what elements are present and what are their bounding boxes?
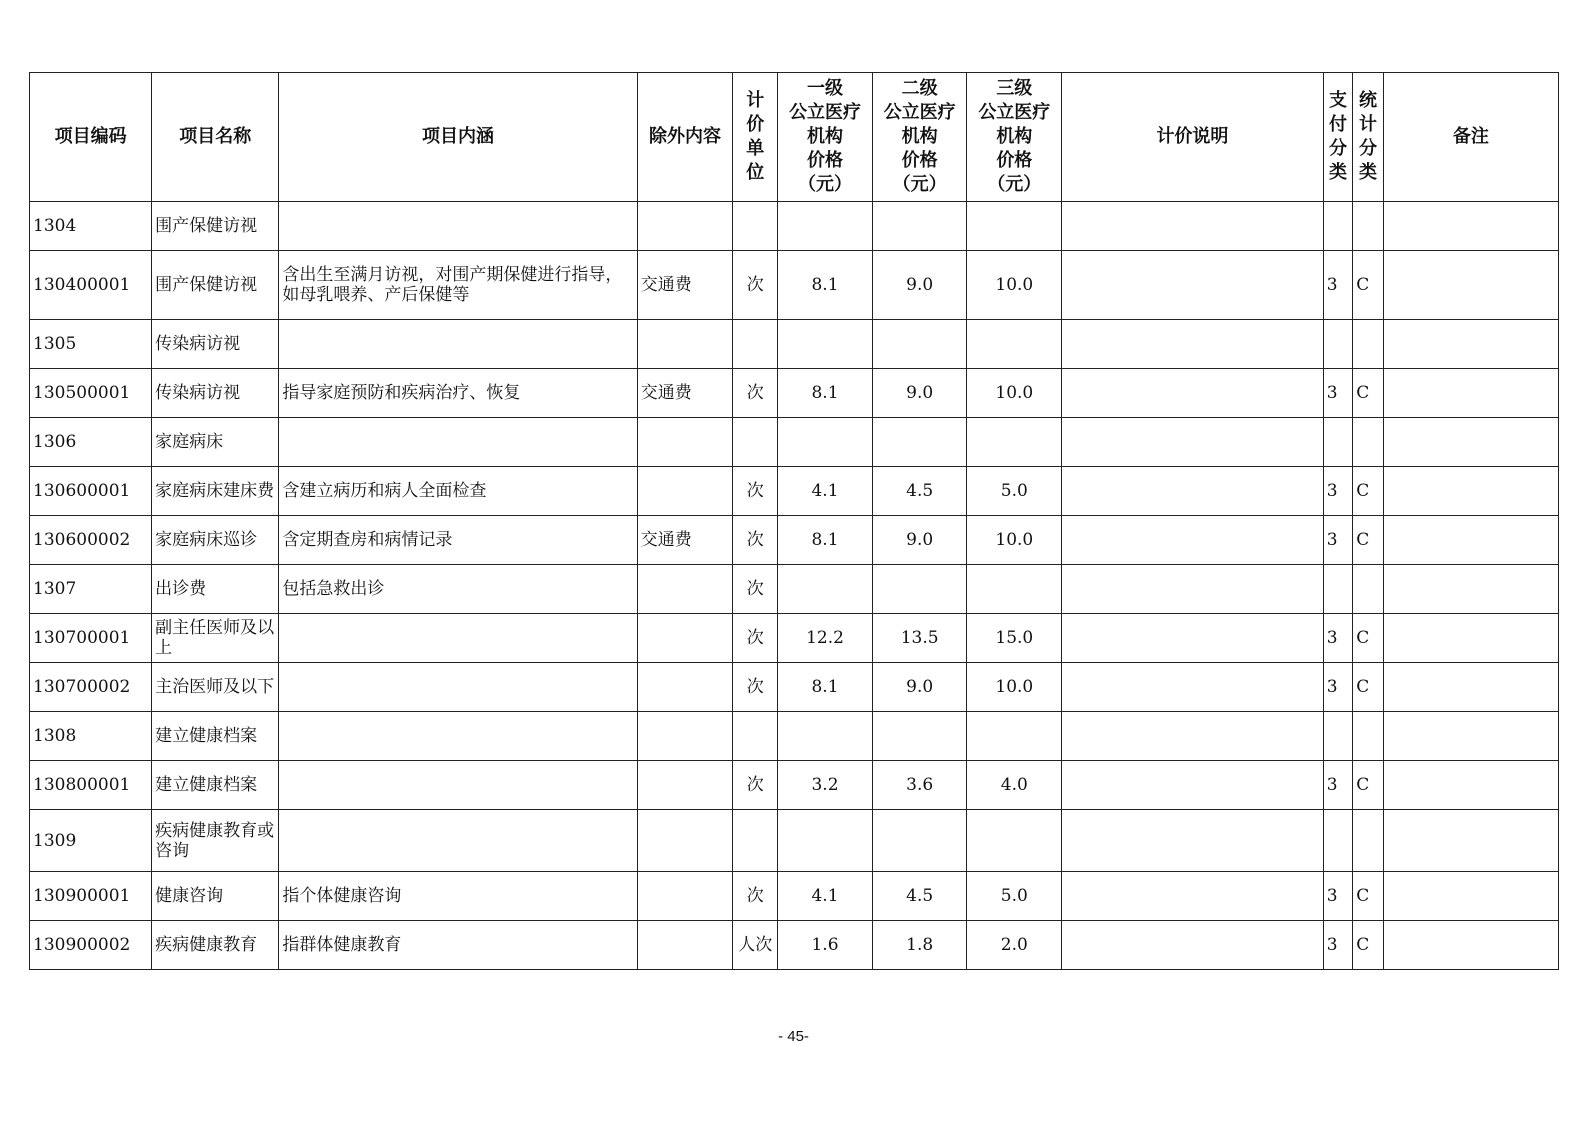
item-content xyxy=(279,320,637,369)
item-remark xyxy=(1383,663,1558,712)
table-row xyxy=(30,921,1559,970)
item-exclusion xyxy=(637,761,733,810)
item-unit xyxy=(733,418,778,467)
payment-class: 3 xyxy=(1323,761,1353,810)
item-exclusion xyxy=(637,320,733,369)
item-remark xyxy=(1383,761,1558,810)
price-level1 xyxy=(778,320,873,369)
item-name: 副主任医师及以上 xyxy=(152,614,279,663)
item-content xyxy=(279,712,637,761)
price-level2: 9.0 xyxy=(872,663,967,712)
item-name: 家庭病床 xyxy=(152,418,279,467)
price-level1: 8.1 xyxy=(778,516,873,565)
item-unit xyxy=(733,320,778,369)
price-level3 xyxy=(967,418,1062,467)
header-price-level1: 一级 公立医疗 机构 价格 （元） xyxy=(778,73,873,202)
item-code: 130800001 xyxy=(30,761,152,810)
item-content: 指个体健康咨询 xyxy=(279,872,637,921)
header-price-level2: 二级 公立医疗 机构 价格 （元） xyxy=(872,73,967,202)
item-name: 围产保健访视 xyxy=(152,202,279,251)
item-code: 130900001 xyxy=(30,872,152,921)
price-level3: 10.0 xyxy=(967,369,1062,418)
item-name: 传染病访视 xyxy=(152,320,279,369)
item-remark xyxy=(1383,467,1558,516)
header-name: 项目名称 xyxy=(152,73,279,202)
item-code: 1307 xyxy=(30,565,152,614)
item-name: 建立健康档案 xyxy=(152,712,279,761)
price-level2: 9.0 xyxy=(872,251,967,320)
pricing-note xyxy=(1062,872,1324,921)
table-row xyxy=(30,614,1559,663)
stat-class: C xyxy=(1353,467,1384,516)
table-row xyxy=(30,467,1559,516)
stat-class: C xyxy=(1353,663,1384,712)
stat-class xyxy=(1353,320,1384,369)
header-stat-class: 统 计 分 类 xyxy=(1353,73,1384,202)
item-remark xyxy=(1383,251,1558,320)
item-content: 含建立病历和病人全面检查 xyxy=(279,467,637,516)
price-level1 xyxy=(778,712,873,761)
table-row xyxy=(30,810,1559,872)
item-exclusion: 交通费 xyxy=(637,251,733,320)
item-unit: 次 xyxy=(733,872,778,921)
item-remark xyxy=(1383,565,1558,614)
item-exclusion: 交通费 xyxy=(637,369,733,418)
pricing-note xyxy=(1062,369,1324,418)
item-exclusion xyxy=(637,663,733,712)
header-exclusion: 除外内容 xyxy=(637,73,733,202)
price-level2 xyxy=(872,810,967,872)
header-pricing-note: 计价说明 xyxy=(1062,73,1324,202)
pricing-note xyxy=(1062,418,1324,467)
item-exclusion xyxy=(637,810,733,872)
pricing-note xyxy=(1062,663,1324,712)
item-code: 1304 xyxy=(30,202,152,251)
stat-class xyxy=(1353,418,1384,467)
payment-class xyxy=(1323,418,1353,467)
price-level2: 4.5 xyxy=(872,872,967,921)
price-level3: 2.0 xyxy=(967,921,1062,970)
item-remark xyxy=(1383,320,1558,369)
item-name: 家庭病床巡诊 xyxy=(152,516,279,565)
item-name: 围产保健访视 xyxy=(152,251,279,320)
price-level1: 1.6 xyxy=(778,921,873,970)
item-remark xyxy=(1383,712,1558,761)
price-level2 xyxy=(872,418,967,467)
item-unit xyxy=(733,712,778,761)
stat-class xyxy=(1353,810,1384,872)
stat-class: C xyxy=(1353,516,1384,565)
price-level3 xyxy=(967,202,1062,251)
price-level3: 10.0 xyxy=(967,516,1062,565)
item-content: 含出生至满月访视，对围产期保健进行指导，如母乳喂养、产后保健等 xyxy=(279,251,637,320)
item-remark xyxy=(1383,614,1558,663)
payment-class: 3 xyxy=(1323,467,1353,516)
table-row xyxy=(30,761,1559,810)
item-unit: 次 xyxy=(733,467,778,516)
pricing-note xyxy=(1062,761,1324,810)
price-level1 xyxy=(778,418,873,467)
item-exclusion xyxy=(637,614,733,663)
table-row xyxy=(30,418,1559,467)
item-remark xyxy=(1383,418,1558,467)
item-content xyxy=(279,202,637,251)
pricing-note xyxy=(1062,712,1324,761)
item-exclusion xyxy=(637,872,733,921)
item-name: 疾病健康教育 xyxy=(152,921,279,970)
item-content: 含定期查房和病情记录 xyxy=(279,516,637,565)
item-unit xyxy=(733,810,778,872)
payment-class xyxy=(1323,202,1353,251)
item-code: 130900002 xyxy=(30,921,152,970)
item-code: 130700002 xyxy=(30,663,152,712)
price-level1: 8.1 xyxy=(778,369,873,418)
item-remark xyxy=(1383,921,1558,970)
item-unit: 次 xyxy=(733,565,778,614)
table-row xyxy=(30,712,1559,761)
item-content: 指导家庭预防和疾病治疗、恢复 xyxy=(279,369,637,418)
item-exclusion xyxy=(637,921,733,970)
pricing-note xyxy=(1062,467,1324,516)
price-level3: 15.0 xyxy=(967,614,1062,663)
header-unit: 计 价 单 位 xyxy=(733,73,778,202)
table-row xyxy=(30,320,1559,369)
item-code: 1309 xyxy=(30,810,152,872)
price-level3 xyxy=(967,712,1062,761)
price-level3: 10.0 xyxy=(967,251,1062,320)
price-level2: 4.5 xyxy=(872,467,967,516)
stat-class xyxy=(1353,565,1384,614)
table-row xyxy=(30,251,1559,320)
stat-class: C xyxy=(1353,761,1384,810)
item-code: 1306 xyxy=(30,418,152,467)
table-row xyxy=(30,516,1559,565)
header-content: 项目内涵 xyxy=(279,73,637,202)
price-level1: 3.2 xyxy=(778,761,873,810)
item-unit: 次 xyxy=(733,369,778,418)
item-name: 建立健康档案 xyxy=(152,761,279,810)
table-row xyxy=(30,663,1559,712)
header-code: 项目编码 xyxy=(30,73,152,202)
item-content: 包括急救出诊 xyxy=(279,565,637,614)
item-remark xyxy=(1383,810,1558,872)
price-level2: 13.5 xyxy=(872,614,967,663)
payment-class: 3 xyxy=(1323,251,1353,320)
price-level3 xyxy=(967,565,1062,614)
header-payment-class: 支 付 分 类 xyxy=(1323,73,1353,202)
table-row xyxy=(30,202,1559,251)
payment-class xyxy=(1323,712,1353,761)
item-content xyxy=(279,810,637,872)
price-level2 xyxy=(872,320,967,369)
payment-class: 3 xyxy=(1323,614,1353,663)
item-exclusion xyxy=(637,712,733,761)
page-number: - 45- xyxy=(778,1028,809,1045)
payment-class: 3 xyxy=(1323,872,1353,921)
price-level1 xyxy=(778,565,873,614)
item-exclusion: 交通费 xyxy=(637,516,733,565)
pricing-note xyxy=(1062,516,1324,565)
item-code: 130400001 xyxy=(30,251,152,320)
item-exclusion xyxy=(637,202,733,251)
table-row xyxy=(30,872,1559,921)
item-remark xyxy=(1383,872,1558,921)
item-code: 1308 xyxy=(30,712,152,761)
price-level1: 8.1 xyxy=(778,251,873,320)
item-unit: 次 xyxy=(733,663,778,712)
item-unit: 次 xyxy=(733,614,778,663)
price-level1: 4.1 xyxy=(778,467,873,516)
header-row xyxy=(30,73,1559,202)
price-table xyxy=(29,72,1559,970)
item-exclusion xyxy=(637,565,733,614)
payment-class: 3 xyxy=(1323,369,1353,418)
pricing-note xyxy=(1062,320,1324,369)
item-name: 出诊费 xyxy=(152,565,279,614)
stat-class: C xyxy=(1353,921,1384,970)
price-level2: 9.0 xyxy=(872,516,967,565)
price-level3: 10.0 xyxy=(967,663,1062,712)
price-level2 xyxy=(872,565,967,614)
item-content: 指群体健康教育 xyxy=(279,921,637,970)
price-level3: 5.0 xyxy=(967,467,1062,516)
price-level1 xyxy=(778,810,873,872)
payment-class: 3 xyxy=(1323,663,1353,712)
item-code: 130600001 xyxy=(30,467,152,516)
pricing-note xyxy=(1062,921,1324,970)
item-name: 疾病健康教育或咨询 xyxy=(152,810,279,872)
payment-class xyxy=(1323,320,1353,369)
item-code: 1305 xyxy=(30,320,152,369)
table-row xyxy=(30,565,1559,614)
table-body xyxy=(30,202,1559,970)
item-exclusion xyxy=(637,418,733,467)
item-unit: 次 xyxy=(733,251,778,320)
item-code: 130500001 xyxy=(30,369,152,418)
stat-class: C xyxy=(1353,251,1384,320)
item-unit: 次 xyxy=(733,516,778,565)
item-remark xyxy=(1383,369,1558,418)
price-level2: 9.0 xyxy=(872,369,967,418)
payment-class: 3 xyxy=(1323,921,1353,970)
item-unit: 次 xyxy=(733,761,778,810)
item-unit: 人次 xyxy=(733,921,778,970)
price-level1: 8.1 xyxy=(778,663,873,712)
price-level2: 3.6 xyxy=(872,761,967,810)
stat-class xyxy=(1353,712,1384,761)
stat-class: C xyxy=(1353,872,1384,921)
item-exclusion xyxy=(637,467,733,516)
header-remark: 备注 xyxy=(1383,73,1558,202)
item-remark xyxy=(1383,202,1558,251)
item-code: 130600002 xyxy=(30,516,152,565)
stat-class: C xyxy=(1353,369,1384,418)
pricing-note xyxy=(1062,810,1324,872)
item-content xyxy=(279,761,637,810)
table-row xyxy=(30,369,1559,418)
item-content xyxy=(279,614,637,663)
price-level3: 4.0 xyxy=(967,761,1062,810)
price-level3 xyxy=(967,810,1062,872)
price-level3 xyxy=(967,320,1062,369)
item-name: 家庭病床建床费 xyxy=(152,467,279,516)
pricing-note xyxy=(1062,565,1324,614)
price-level2 xyxy=(872,202,967,251)
item-remark xyxy=(1383,516,1558,565)
payment-class xyxy=(1323,565,1353,614)
price-level3: 5.0 xyxy=(967,872,1062,921)
item-name: 主治医师及以下 xyxy=(152,663,279,712)
stat-class: C xyxy=(1353,614,1384,663)
pricing-note xyxy=(1062,614,1324,663)
payment-class: 3 xyxy=(1323,516,1353,565)
stat-class xyxy=(1353,202,1384,251)
price-level2 xyxy=(872,712,967,761)
pricing-note xyxy=(1062,202,1324,251)
item-name: 传染病访视 xyxy=(152,369,279,418)
item-name: 健康咨询 xyxy=(152,872,279,921)
header-price-level3: 三级 公立医疗 机构 价格 （元） xyxy=(967,73,1062,202)
price-level1 xyxy=(778,202,873,251)
item-content xyxy=(279,663,637,712)
payment-class xyxy=(1323,810,1353,872)
price-level1: 4.1 xyxy=(778,872,873,921)
pricing-note xyxy=(1062,251,1324,320)
price-level2: 1.8 xyxy=(872,921,967,970)
item-content xyxy=(279,418,637,467)
price-level1: 12.2 xyxy=(778,614,873,663)
item-unit xyxy=(733,202,778,251)
item-code: 130700001 xyxy=(30,614,152,663)
